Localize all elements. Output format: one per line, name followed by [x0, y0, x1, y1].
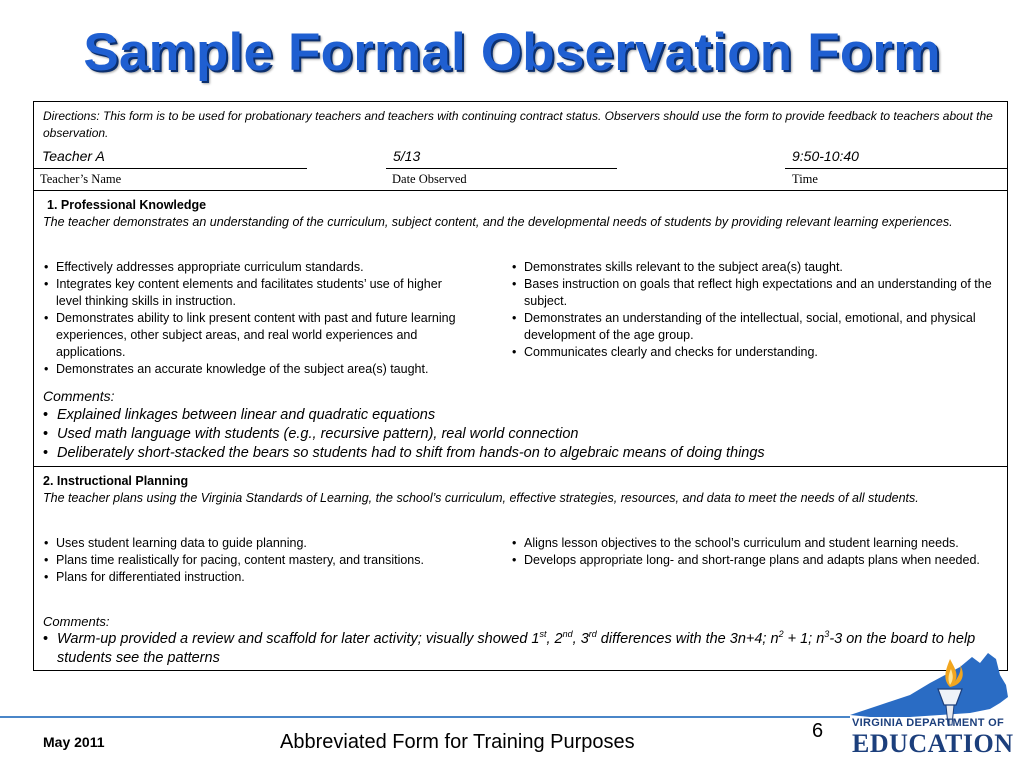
teacher-name-label: Teacher’s Name	[40, 172, 122, 186]
list-item: • Effectively addresses appropriate curriculum standards.	[43, 259, 468, 276]
logo-text-line2: EDUCATION	[852, 729, 1014, 758]
date-observed-value: 5/13	[393, 148, 421, 164]
list-item: • Communicates clearly and checks for understanding.	[511, 344, 996, 361]
comment-item: • Deliberately short-stacked the bears so students had to shift from hands-on to algebraic means of doing things	[43, 444, 1003, 463]
list-item: • Demonstrates an understanding of the intellectual, social, emotional, and physical development of the age group.	[511, 310, 996, 344]
comment-item: • Used math language with students (e.g., recursive pattern), real world connection	[43, 425, 1003, 444]
slide-title: Sample Formal Observation Form	[83, 23, 941, 82]
section-description: The teacher plans using the Virginia Standards of Learning, the school’s curriculum, effective strategies, resources, and data to meet the needs of all students.	[43, 491, 919, 505]
form-directions: Directions: This form is to be used for probationary teachers and teachers with continuing contract status. Observers should use the form to provide feedback to teachers about the observation.	[43, 109, 993, 140]
time-line	[785, 168, 1007, 169]
logo-text-line1: VIRGINIA DEPARTMENT OF	[852, 717, 1005, 729]
list-item: • Demonstrates skills relevant to the subject area(s) taught.	[511, 259, 996, 276]
time-label: Time	[792, 172, 818, 186]
list-item: • Uses student learning data to guide planning.	[43, 535, 493, 552]
date-observed-label: Date Observed	[392, 172, 467, 186]
footer-date: May 2011	[43, 734, 105, 750]
list-item: • Bases instruction on goals that reflect high expectations and an understanding of the subject.	[511, 276, 996, 310]
comments-label: Comments:	[43, 388, 115, 404]
list-item: • Plans time realistically for pacing, content mastery, and transitions.	[43, 552, 493, 569]
section-description: The teacher demonstrates an understanding of the curriculum, subject content, and the developmental needs of students by providing relevant learning experiences.	[43, 215, 953, 229]
time-value: 9:50-10:40	[792, 148, 859, 164]
teacher-name-value: Teacher A	[42, 148, 105, 164]
section-left-list	[43, 535, 493, 586]
page-number: 6	[812, 720, 824, 742]
date-observed-line	[386, 168, 617, 169]
section-title: 1. Professional Knowledge	[47, 198, 207, 212]
footer-caption: Abbreviated Form for Training Purposes	[280, 731, 635, 753]
comment-item: • Warm-up provided a review and scaffold for later activity; visually showed 1st, 2nd, 3rd differences with the 3n+4; $n^2 + 1$; $n^3-3$ on the board to help students see the patterns	[43, 630, 1003, 668]
section-left-list	[43, 259, 468, 378]
section-right-list	[511, 535, 996, 569]
divider	[34, 190, 1007, 191]
teacher-name-line	[34, 168, 307, 169]
list-item: • Aligns lesson objectives to the school’s curriculum and student learning needs.	[511, 535, 996, 552]
divider	[34, 466, 1007, 467]
list-item: • Demonstrates ability to link present content with past and future learning experiences, other subject areas, and real world experiences and applications.	[43, 310, 468, 361]
footer-rule	[0, 716, 850, 718]
list-item: • Develops appropriate long- and short-range plans and adapts plans when needed.	[511, 552, 996, 569]
list-item: • Demonstrates an accurate knowledge of the subject area(s) taught.	[43, 361, 468, 378]
comment-item: • Explained linkages between linear and quadratic equations	[43, 406, 1003, 425]
section-right-list	[511, 259, 996, 361]
comments-list	[43, 406, 1003, 463]
comments-label: Comments:	[43, 614, 110, 629]
section-title: 2. Instructional Planning	[43, 474, 189, 488]
list-item: • Integrates key content elements and facilitates students’ use of higher level thinking skills in instruction.	[43, 276, 468, 310]
list-item: • Plans for differentiated instruction.	[43, 569, 493, 586]
observation-form	[33, 101, 1008, 671]
